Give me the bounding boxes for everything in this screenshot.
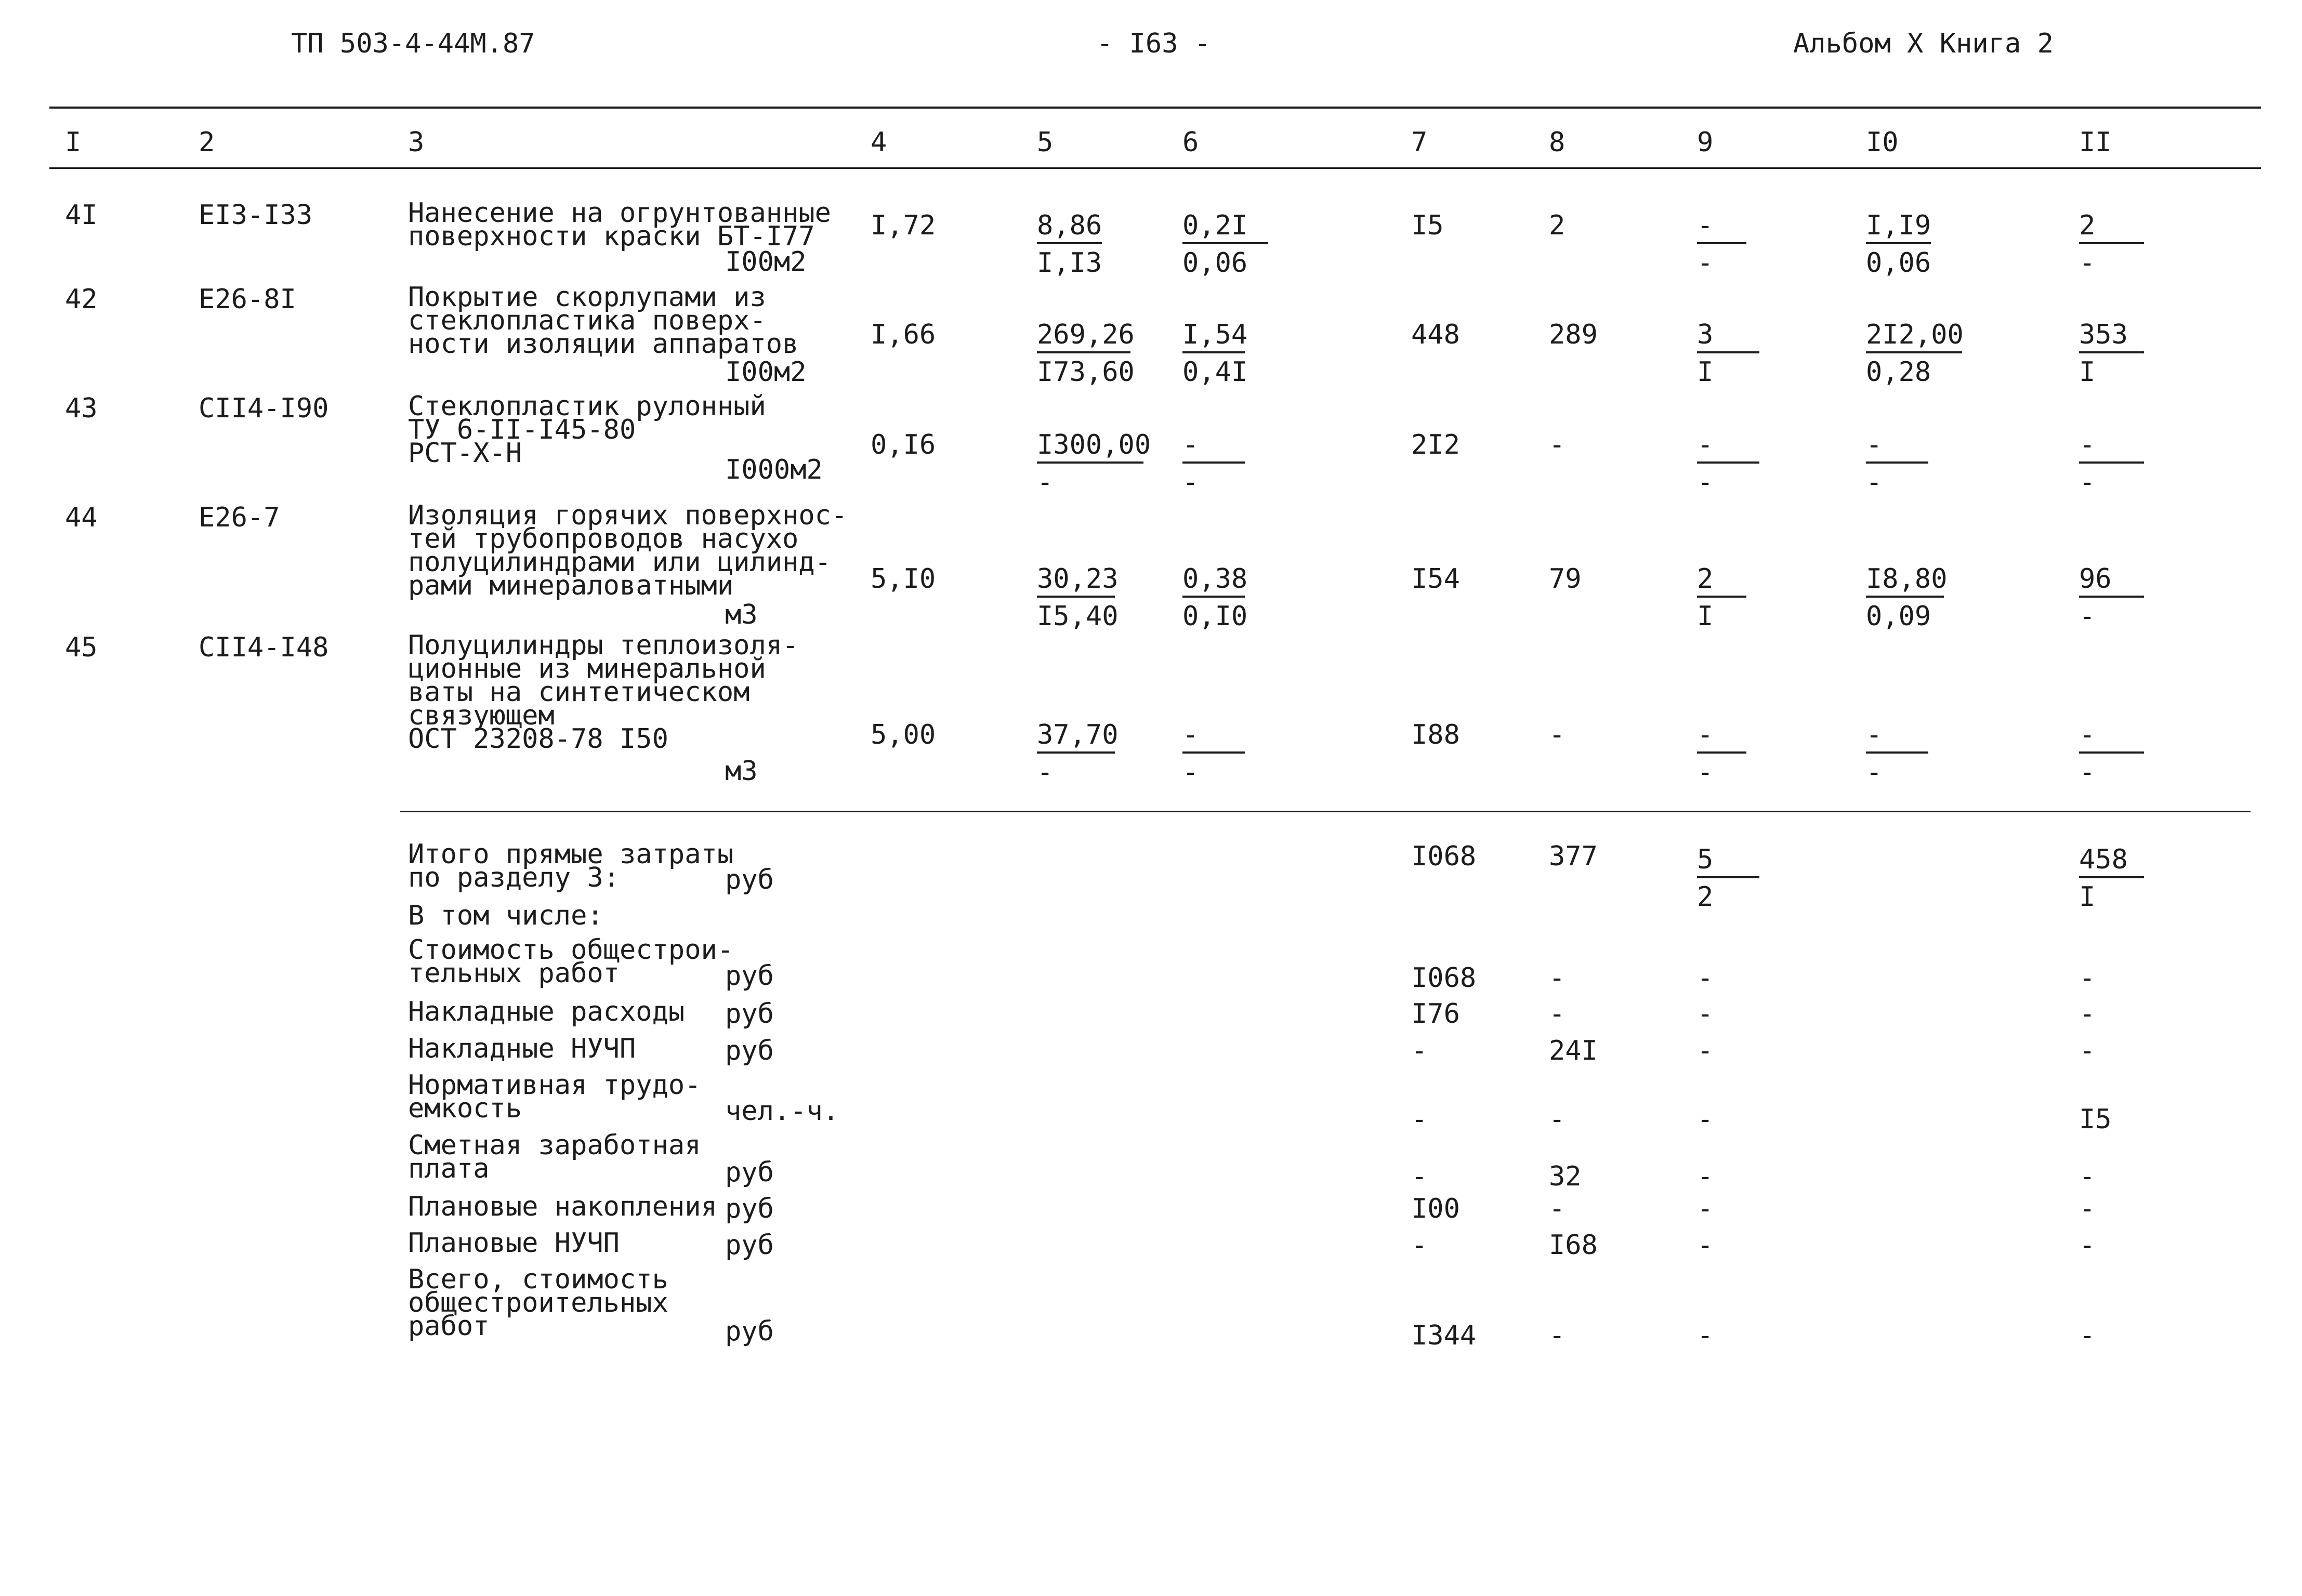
quantity: 5,I0	[871, 563, 936, 595]
summary-label-line: Накладные расходы	[408, 996, 685, 1027]
fraction-top: -	[1697, 210, 1714, 241]
summary-separator-rule	[400, 811, 2251, 812]
total-col-8: 32	[1549, 1161, 1582, 1192]
quantity: I,72	[871, 210, 936, 241]
row-number: 44	[65, 502, 98, 533]
fraction-bar	[1866, 242, 1931, 244]
fraction-top: 0,38	[1182, 563, 1248, 595]
album-label: Альбом X Книга 2	[1793, 28, 2054, 59]
header-bottom-rule	[49, 167, 2261, 169]
description-line: связующем	[408, 700, 555, 731]
summary-unit: руб	[725, 1157, 774, 1188]
fraction-bar	[1697, 242, 1746, 244]
summary-label-line: работ	[408, 1311, 490, 1342]
total-col-11: -	[2079, 962, 2096, 994]
fraction-bar	[1037, 461, 1143, 464]
work-description	[408, 500, 848, 601]
fraction-bottom: 0,09	[1866, 601, 1931, 632]
total-col-11: -	[2079, 1161, 2096, 1192]
total-col-11: -	[2079, 1230, 2096, 1261]
summary-label-line: Накладные НУЧП	[408, 1033, 636, 1064]
total-col-8: -	[1549, 719, 1566, 750]
summary-unit: руб	[725, 960, 774, 992]
fraction-bottom: 0,4I	[1182, 357, 1248, 388]
total-col-9: -	[1697, 998, 1714, 1030]
fraction-bar	[1866, 461, 1928, 464]
total-col-7: I76	[1411, 998, 1460, 1030]
summary-label-line: Итого прямые затраты	[408, 839, 734, 870]
total-col-7: -	[1411, 1035, 1428, 1066]
fraction-bar	[1037, 242, 1102, 244]
fraction-bottom: I73,60	[1037, 357, 1135, 388]
fraction-top: -	[2079, 719, 2096, 750]
fraction-bar	[1182, 242, 1268, 244]
fraction-bottom: I	[1697, 357, 1714, 388]
fraction-top: I,54	[1182, 319, 1248, 350]
fraction-top: -	[1866, 719, 1883, 750]
row-number: 4I	[65, 200, 98, 231]
fraction-top: I8,80	[1866, 563, 1948, 595]
work-description	[408, 197, 831, 252]
col-header-2: 2	[199, 127, 215, 158]
fraction-bottom: 0,06	[1182, 247, 1248, 279]
fraction-bar	[1182, 596, 1245, 598]
fraction-bottom: -	[2079, 467, 2096, 498]
fraction-top: 2	[2079, 210, 2096, 241]
fraction-bar	[2079, 596, 2144, 598]
total-col-7: I068	[1411, 841, 1477, 872]
fraction-bottom: 0,28	[1866, 357, 1931, 388]
total-col-7: I5	[1411, 210, 1444, 241]
fraction-bar	[2079, 751, 2144, 754]
unit-of-measure: I00м2	[725, 246, 807, 278]
total-col-9: -	[1697, 1230, 1714, 1261]
total-col-9: -	[1697, 1161, 1714, 1192]
fraction-bar	[1182, 751, 1245, 754]
fraction-bar	[2079, 461, 2144, 464]
total-col-7: -	[1411, 1104, 1428, 1135]
quantity: I,66	[871, 319, 936, 350]
fraction-top: 30,23	[1037, 563, 1119, 595]
fraction-bottom: I,I3	[1037, 247, 1102, 279]
description-line: ваты на синтетическом	[408, 677, 750, 708]
work-description	[408, 630, 824, 755]
description-line: Нанесение на огрунтованные	[408, 197, 831, 229]
unit-of-measure: м3	[725, 756, 758, 787]
total-col-9: -	[1697, 1320, 1714, 1351]
total-col-7: I00	[1411, 1193, 1460, 1224]
table-top-rule	[49, 107, 2261, 109]
total-col-9: -	[1697, 1104, 1714, 1135]
total-col-7: I068	[1411, 962, 1477, 994]
summary-label-line: плата	[408, 1153, 490, 1184]
row-number: 42	[65, 284, 98, 315]
fraction-bar	[1182, 351, 1245, 353]
fraction-bottom: -	[2079, 247, 2096, 279]
fraction-bottom: 0,I0	[1182, 601, 1248, 632]
fraction-top: -	[1697, 429, 1714, 460]
total-col-7: -	[1411, 1230, 1428, 1261]
fraction-bottom: -	[1182, 757, 1199, 788]
page-number: - I63 -	[1097, 28, 1211, 59]
summary-label-line: общестроительных	[408, 1287, 668, 1318]
description-line: Полуцилиндры теплоизоля-	[408, 630, 799, 661]
total-col-9: -	[1697, 1193, 1714, 1224]
quantity: 0,I6	[871, 429, 936, 460]
fraction-bar	[1182, 461, 1245, 464]
fraction-top: I,I9	[1866, 210, 1931, 241]
total-col-8: I68	[1549, 1230, 1598, 1261]
total-col-8: -	[1549, 1320, 1566, 1351]
norm-code: CII4-I90	[199, 393, 329, 424]
total-col-7: -	[1411, 1161, 1428, 1192]
unit-of-measure: I000м2	[725, 454, 823, 485]
fraction-bottom: -	[1037, 757, 1054, 788]
fraction-bottom: -	[1697, 247, 1714, 279]
summary-label-line: Стоимость общестрои-	[408, 934, 734, 966]
total-col-8: 2	[1549, 210, 1566, 241]
summary-label-line: Плановые накопления	[408, 1191, 717, 1222]
col-header-3: 3	[408, 127, 425, 158]
total-col-7: 448	[1411, 319, 1460, 350]
fraction-bottom: 2	[1697, 881, 1714, 913]
fraction-bottom: I	[1697, 601, 1714, 632]
summary-unit: руб	[725, 864, 774, 895]
fraction-bottom: I	[2079, 881, 2096, 913]
fraction-bar	[1697, 751, 1746, 754]
total-col-11: I5	[2079, 1104, 2112, 1135]
fraction-top: -	[1697, 719, 1714, 750]
total-col-8: 289	[1549, 319, 1598, 350]
fraction-bar	[2079, 242, 2144, 244]
total-col-11: -	[2079, 998, 2096, 1030]
fraction-bottom: 0,06	[1866, 247, 1931, 279]
summary-unit: руб	[725, 1035, 774, 1066]
description-line: стеклопластика поверх-	[408, 305, 766, 336]
col-header-1: I	[65, 127, 82, 158]
fraction-bottom: -	[1697, 467, 1714, 498]
col-header-4: 4	[871, 127, 887, 158]
fraction-top: 269,26	[1037, 319, 1135, 350]
norm-code: CII4-I48	[199, 632, 329, 663]
col-header-5: 5	[1037, 127, 1054, 158]
col-header-7: 7	[1411, 127, 1428, 158]
norm-code: E26-8I	[199, 284, 296, 315]
summary-label-line: Плановые НУЧП	[408, 1228, 620, 1259]
fraction-bar	[1866, 596, 1944, 598]
total-col-8: -	[1549, 962, 1566, 994]
summary-unit: руб	[725, 1316, 774, 1347]
fraction-bottom: -	[1037, 467, 1054, 498]
total-col-8: 79	[1549, 563, 1582, 595]
fraction-top: 458	[2079, 844, 2128, 875]
description-line: ТУ 6-II-I45-80	[408, 414, 636, 445]
fraction-top: -	[1866, 429, 1883, 460]
work-description	[408, 282, 824, 360]
including-label: В том числе:	[408, 900, 603, 931]
summary-unit: руб	[725, 1193, 774, 1224]
fraction-top: 37,70	[1037, 719, 1119, 750]
description-line: рами минераловатными	[408, 570, 734, 601]
fraction-top: -	[1182, 429, 1199, 460]
fraction-bar	[1866, 351, 1962, 353]
total-col-8: -	[1549, 1193, 1566, 1224]
total-col-11: -	[2079, 1320, 2096, 1351]
norm-code: EI3-I33	[199, 200, 313, 231]
total-col-11: -	[2079, 1035, 2096, 1066]
fraction-top: 5	[1697, 844, 1714, 875]
row-number: 45	[65, 632, 98, 663]
doc-code: ТП 503-4-44М.87	[291, 28, 535, 59]
fraction-bar	[1037, 596, 1115, 598]
col-header-10: I0	[1866, 127, 1899, 158]
total-col-11: -	[2079, 1193, 2096, 1224]
fraction-bar	[2079, 876, 2144, 878]
fraction-bottom: -	[1866, 757, 1883, 788]
description-line: поверхности краски БТ-I77	[408, 221, 815, 252]
norm-code: E26-7	[199, 502, 280, 533]
fraction-top: -	[1182, 719, 1199, 750]
fraction-bar	[1037, 351, 1130, 353]
fraction-top: 96	[2079, 563, 2112, 595]
col-header-8: 8	[1549, 127, 1566, 158]
description-line: полуцилиндрами или цилинд-	[408, 547, 831, 578]
description-line: Изоляция горячих поверхнос-	[408, 500, 848, 531]
total-col-8: -	[1549, 1104, 1566, 1135]
summary-label-line: тельных работ	[408, 958, 620, 989]
summary-unit: руб	[725, 998, 774, 1030]
description-line: Стеклопластик рулонный	[408, 391, 766, 422]
row-number: 43	[65, 393, 98, 424]
summary-unit: руб	[725, 1230, 774, 1261]
description-line: ности изоляции аппаратов	[408, 328, 799, 360]
fraction-bar	[1037, 751, 1115, 754]
fraction-top: -	[2079, 429, 2096, 460]
quantity: 5,00	[871, 719, 936, 750]
summary-label-line: емкость	[408, 1093, 522, 1124]
total-col-8: -	[1549, 429, 1566, 460]
fraction-bottom: -	[1697, 757, 1714, 788]
total-col-7: I344	[1411, 1320, 1477, 1351]
description-line: РСТ-Х-Н	[408, 438, 522, 469]
fraction-top: 8,86	[1037, 210, 1102, 241]
description-line: ционные из минеральной	[408, 653, 766, 684]
col-header-9: 9	[1697, 127, 1714, 158]
fraction-top: 3	[1697, 319, 1714, 350]
fraction-bottom: -	[2079, 601, 2096, 632]
fraction-bar	[1697, 461, 1759, 464]
col-header-6: 6	[1182, 127, 1199, 158]
fraction-bottom: -	[1866, 467, 1883, 498]
fraction-bar	[1697, 876, 1759, 878]
summary-label-line: Всего, стоимость	[408, 1264, 668, 1295]
fraction-top: 353	[2079, 319, 2128, 350]
fraction-top: I300,00	[1037, 429, 1151, 460]
description-line: тей трубопроводов насухо	[408, 523, 799, 555]
total-col-9: -	[1697, 1035, 1714, 1066]
total-col-8: 377	[1549, 841, 1598, 872]
fraction-bottom: I5,40	[1037, 601, 1119, 632]
total-col-8: 24I	[1549, 1035, 1598, 1066]
fraction-bar	[2079, 351, 2144, 353]
summary-label-line: Сметная заработная	[408, 1130, 701, 1161]
fraction-bar	[1866, 751, 1928, 754]
fraction-bottom: I	[2079, 357, 2096, 388]
total-col-8: -	[1549, 998, 1566, 1030]
description-line: ОСТ 23208-78 I50	[408, 723, 668, 755]
col-header-11: II	[2079, 127, 2112, 158]
fraction-top: 2	[1697, 563, 1714, 595]
summary-label-line: по разделу 3:	[408, 862, 620, 893]
fraction-bar	[1697, 596, 1746, 598]
unit-of-measure: I00м2	[725, 357, 807, 388]
fraction-top: 0,2I	[1182, 210, 1248, 241]
fraction-bottom: -	[1182, 467, 1199, 498]
total-col-7: 2I2	[1411, 429, 1460, 460]
summary-label-line: Нормативная трудо-	[408, 1070, 701, 1101]
total-col-9: -	[1697, 962, 1714, 994]
fraction-bottom: -	[2079, 757, 2096, 788]
summary-unit: чел.-ч.	[725, 1096, 839, 1127]
fraction-top: 2I2,00	[1866, 319, 1964, 350]
unit-of-measure: м3	[725, 599, 758, 630]
total-col-7: I54	[1411, 563, 1460, 595]
total-col-7: I88	[1411, 719, 1460, 750]
description-line: Покрытие скорлупами из	[408, 282, 766, 313]
fraction-bar	[1697, 351, 1759, 353]
